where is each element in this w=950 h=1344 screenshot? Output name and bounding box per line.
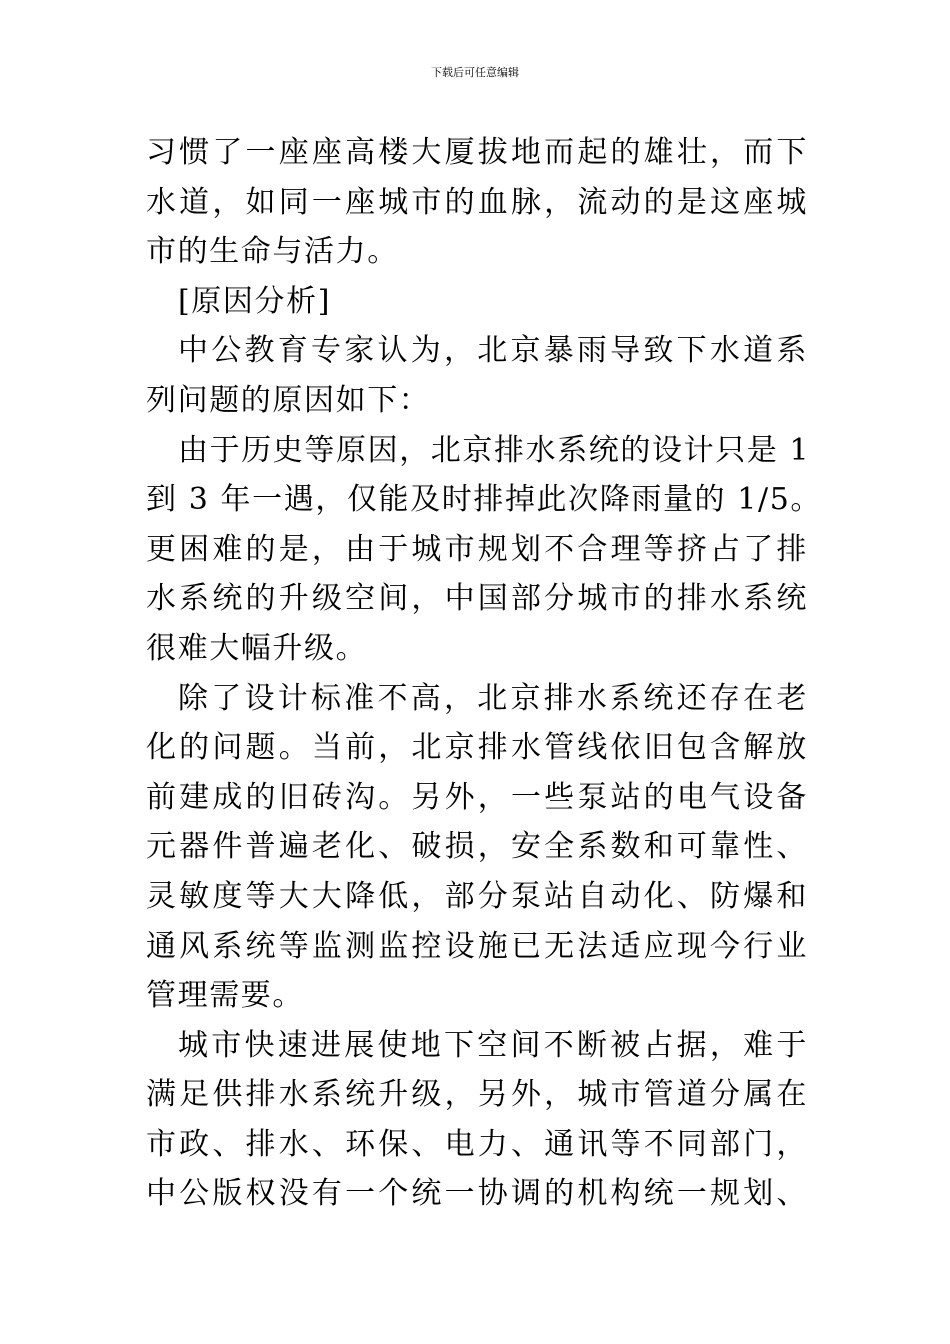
text-line: 满足供排水系统升级，另外，城市管道分属在 [146, 1077, 808, 1113]
text-line: 水系统的升级空间，中国部分城市的排水系统 [146, 581, 808, 617]
text-line: 前建成的旧砖沟。另外，一些泵站的电气设备 [146, 779, 808, 815]
text-line: 中公教育专家认为，北京暴雨导致下水道系 [178, 333, 808, 369]
text-line: 由于历史等原因，北京排水系统的设计只是 1 [178, 432, 811, 468]
text-line: 中公版权没有一个统一协调的机构统一规划、 [146, 1176, 808, 1212]
document-body [146, 128, 822, 1219]
text-line: 管理需要。 [146, 978, 304, 1014]
text-line: 灵敏度等大大降低，部分泵站自动化、防爆和 [146, 878, 808, 914]
text-line: 习惯了一座座高楼大厦拔地而起的雄壮，而下 [146, 135, 808, 170]
text-line: 市的生命与活力。 [146, 234, 399, 270]
text-line: 化的问题。当前，北京排水管线依旧包含解放 [146, 730, 808, 766]
text-line: 水道，如同一座城市的血脉，流动的是这座城 [146, 184, 808, 220]
text-line: 很难大幅升级。 [146, 630, 368, 666]
text-line: 城市快速进展使地下空间不断被占据，难于 [178, 1027, 808, 1063]
text-line: 更困难的是，由于城市规划不合理等挤占了排 [146, 531, 808, 567]
text-line: 元器件普遍老化、破损，安全系数和可靠性、 [146, 829, 808, 865]
text-line: 到 3 年一遇，仅能及时排掉此次降雨量的 1/5。 [146, 482, 822, 518]
text-line: 列问题的原因如下： [146, 382, 431, 418]
text-line: 市政、排水、环保、电力、通讯等不同部门， [146, 1126, 808, 1162]
text-line: 除了设计标准不高，北京排水系统还存在老 [178, 680, 808, 716]
page-header: 下载后可任意编辑 [431, 66, 519, 79]
section-heading: [原因分析] [178, 283, 332, 319]
text-line: 通风系统等监测监控设施已无法适应现今行业 [146, 928, 808, 964]
